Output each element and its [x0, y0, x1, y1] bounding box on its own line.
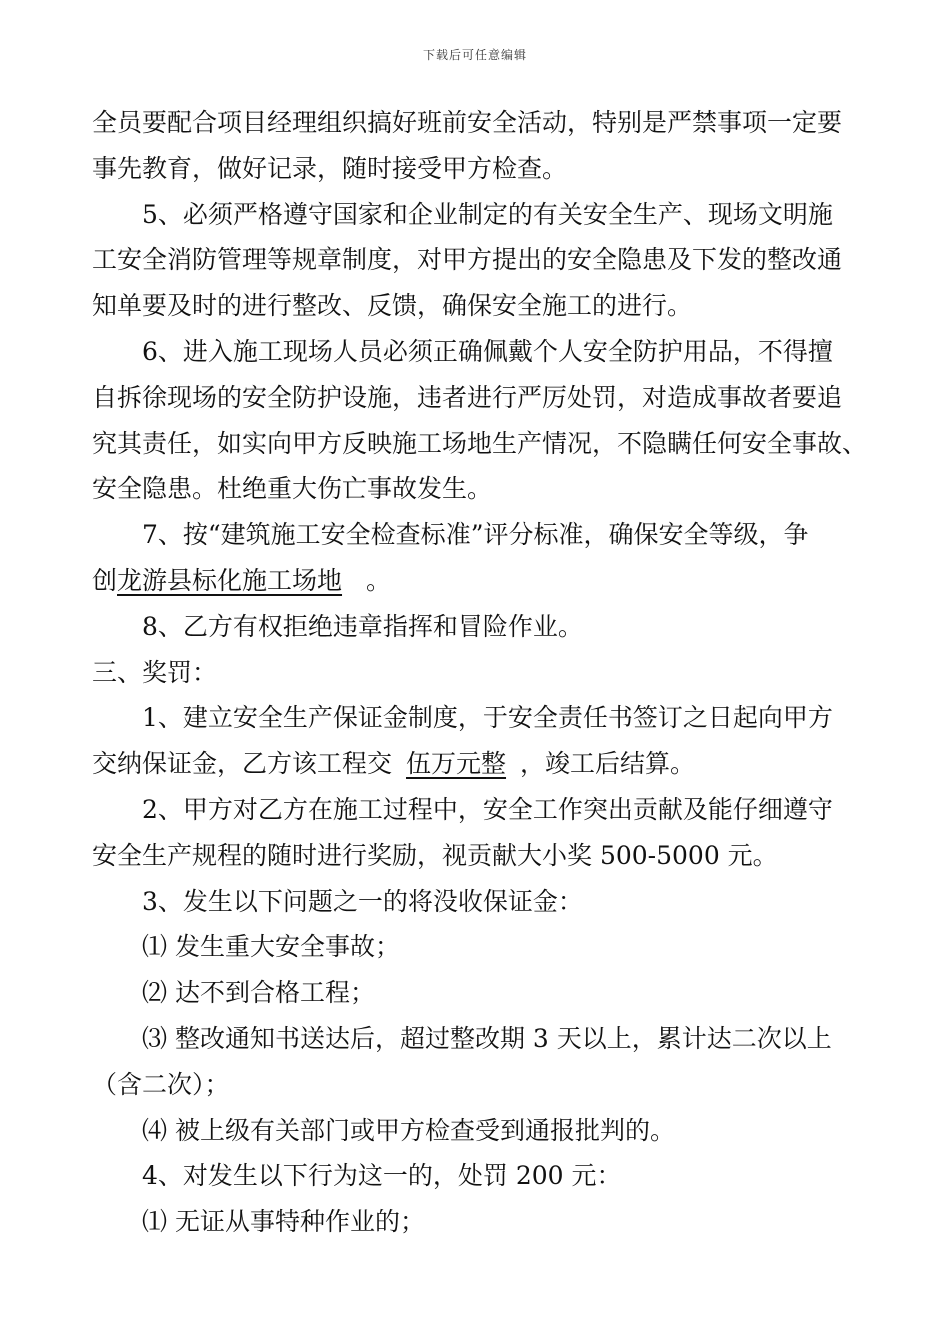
- site-goal-blank: 龙游县标化施工场地: [117, 565, 343, 595]
- text-line: 安全隐患。杜绝重大伤亡事故发生。: [92, 474, 493, 504]
- text-line: 工安全消防管理等规章制度，对甲方提出的安全隐患及下发的整改通: [92, 245, 843, 275]
- line-prefix: 交纳保证金，乙方该工程交: [92, 749, 393, 779]
- reward-clause-1: 1、建立安全生产保证金制度，于安全责任书签订之日起向甲方: [142, 703, 833, 733]
- clause-6: 6、进入施工现场人员必须正确佩戴个人安全防护用品，不得擅: [142, 336, 833, 366]
- text-line: 知单要及时的进行整改、反馈，确保安全施工的进行。: [92, 291, 693, 321]
- line-suffix: ，竣工后结算。: [520, 749, 696, 779]
- text-line: 事先教育，做好记录，随时接受甲方检查。: [92, 153, 568, 183]
- text-line: 全员要配合项目经理组织搞好班前安全活动，特别是严禁事项一定要: [92, 108, 843, 137]
- section-heading-rewards: 三、奖罚：: [92, 657, 218, 687]
- text-line: （含二次）；: [92, 1069, 230, 1099]
- list-item: ⑷ 被上级有关部门或甲方检查受到通报批判的。: [142, 1115, 675, 1145]
- clause-7: 7、按“建筑施工安全检查标准”评分标准，确保安全等级，争: [142, 520, 809, 550]
- list-item: ⑶ 整改通知书送达后，超过整改期 3 天以上，累计达二次以上: [142, 1023, 832, 1053]
- text-line-deposit: [92, 741, 862, 787]
- line-prefix: 创: [92, 565, 118, 595]
- reward-clause-4: 4、对发生以下行为这一的，处罚 200 元：: [142, 1161, 622, 1191]
- line-suffix: 。: [366, 565, 392, 595]
- list-item: ⑵ 达不到合格工程；: [142, 978, 375, 1008]
- text-line: 安全生产规程的随时进行奖励，视贡献大小奖 500-5000 元。: [92, 840, 778, 870]
- text-line-site-goal: [92, 558, 862, 604]
- list-item: ⑴ 无证从事特种作业的；: [142, 1207, 425, 1237]
- text-line: 究其责任，如实向甲方反映施工场地生产情况，不隐瞒任何安全事故、: [92, 428, 868, 458]
- reward-clause-3: 3、发生以下问题之一的将没收保证金：: [142, 886, 583, 916]
- clause-5: 5、必须严格遵守国家和企业制定的有关安全生产、现场文明施: [142, 199, 833, 229]
- document-body: [92, 100, 868, 1245]
- reward-clause-2: 2、甲方对乙方在施工过程中，安全工作突出贡献及能仔细遵守: [142, 794, 833, 824]
- deposit-amount-blank: 伍万元整: [406, 749, 507, 779]
- text-line: 自拆徐现场的安全防护设施，违者进行严厉处罚，对造成事故者要追: [92, 382, 843, 412]
- list-item: ⑴ 发生重大安全事故；: [142, 932, 400, 962]
- page-header: 下载后可任意编辑: [422, 48, 527, 62]
- clause-8: 8、乙方有权拒绝违章指挥和冒险作业。: [142, 611, 583, 641]
